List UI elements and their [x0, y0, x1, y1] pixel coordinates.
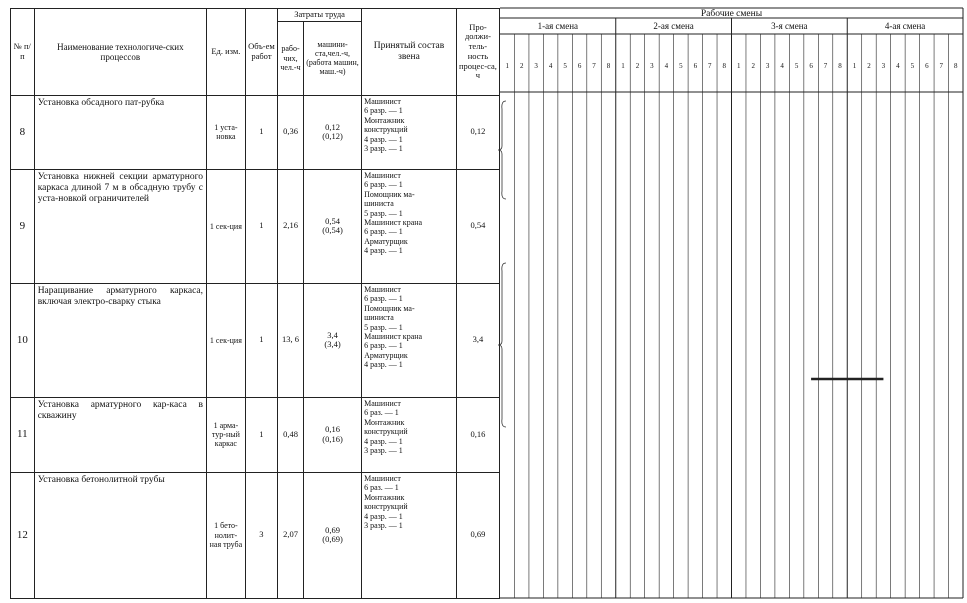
hour-label: 7: [592, 62, 596, 70]
unit: 1 бето-нолит-ная труба: [207, 472, 246, 598]
process-name: Установка арматурного кар-каса в скважину: [34, 397, 206, 472]
labor-machinists: 0,69: [325, 524, 340, 535]
crew-composition: Машинист 6 разр. — 1 Помощник ма- шиниста 5 разр. — 1 Машинист крана 6 разр. — 1 Арматурщик 4 разр. — 1: [362, 169, 457, 283]
header-crew: Принятый состав звена: [362, 9, 457, 96]
hour-label: 4: [548, 62, 553, 70]
unit: 1 арма-тур-ный каркас: [207, 397, 246, 472]
shifts-group-title: Рабочие смены: [700, 9, 763, 19]
hour-label: 1: [852, 62, 857, 70]
volume: 1: [245, 283, 277, 397]
hour-label: 6: [693, 62, 698, 70]
hour-label: 2: [635, 62, 640, 70]
row-number: 11: [11, 397, 35, 472]
hour-label: 7: [708, 62, 712, 70]
hour-label: 4: [780, 62, 784, 70]
labor-workers: 0,48: [278, 397, 304, 472]
hour-label: 3: [650, 62, 654, 70]
hour-label: 2: [519, 62, 524, 70]
hour-label: 1: [736, 62, 741, 70]
header-volume: Объ-ем работ: [245, 9, 277, 96]
labor-machines: (0,16): [322, 433, 343, 444]
process-name: Установка обсадного пат-рубка: [34, 95, 206, 169]
hour-label: 4: [896, 62, 900, 70]
hour-label: 2: [867, 62, 871, 70]
row-number: 10: [11, 283, 35, 397]
hour-label: 1: [621, 62, 625, 70]
volume: 3: [245, 472, 277, 598]
duration: 0,69: [456, 472, 499, 598]
brace-mark: [498, 263, 506, 427]
brace-mark: [498, 101, 506, 199]
hour-label: 8: [954, 62, 958, 70]
hour-label: 5: [910, 62, 915, 70]
row-number: 8: [11, 95, 35, 169]
hour-label: 7: [823, 62, 828, 70]
shift-label: 1-ая смена: [537, 21, 579, 31]
unit: 1 сек-ция: [207, 283, 246, 397]
crew-composition: Машинист 6 разр. — 1 Монтажник конструкций 4 разр. — 1 3 разр. — 1: [362, 95, 457, 169]
header-labor-workers: рабо-чих, чел.-ч: [278, 21, 304, 95]
unit: 1 уста-новка: [207, 95, 246, 169]
header-duration: Про-должи-тель-ность процес-са, ч: [456, 9, 499, 96]
labor-machines: (3,4): [324, 339, 341, 350]
unit: 1 сек-ция: [207, 169, 246, 283]
labor-workers: 0,36: [278, 95, 304, 169]
labor-workers: 2,07: [278, 472, 304, 598]
labor-machines: (0,69): [322, 534, 343, 545]
hour-label: 3: [534, 62, 538, 70]
hour-label: 4: [664, 62, 669, 70]
duration: 3,4: [456, 283, 499, 397]
hour-label: 8: [606, 62, 611, 70]
labor-machines: (0,54): [322, 225, 343, 236]
crew-composition: Машинист 6 разр. — 1 Помощник ма- шиниста 5 разр. — 1 Машинист крана 6 разр. — 1 Арматурщик 4 разр. — 1: [362, 283, 457, 397]
header-labor-machinists: машини-ста,чел.-ч, (работа машин, маш.-ч): [303, 21, 361, 95]
crew-composition: Машинист 6 раз. — 1 Монтажник конструкций 4 разр. — 1 3 разр. — 1: [362, 472, 457, 598]
process-name: Установка нижней секции арматурного каркаса длиной 7 м в обсадную трубу с уста-новкой ограничителей: [34, 169, 206, 283]
labor-machinists: 3,4: [327, 329, 338, 340]
header-process-name: Наименование технологиче-ских процессов: [34, 9, 206, 96]
labor-machines: (0,12): [322, 131, 343, 142]
hour-label: 1: [505, 62, 509, 70]
labor-machinists: 0,54: [325, 215, 340, 226]
header-number: № п/п: [11, 9, 35, 96]
crew-composition: Машинист 6 раз. — 1 Монтажник конструкций 4 разр. — 1 3 разр. — 1: [362, 397, 457, 472]
hour-label: 3: [765, 62, 770, 70]
shift-label: 3-я смена: [771, 21, 808, 31]
hour-label: 8: [838, 62, 842, 70]
shift-label: 4-ая смена: [884, 21, 926, 31]
hour-label: 2: [751, 62, 755, 70]
labor-workers: 13, 6: [278, 283, 304, 397]
volume: 1: [245, 397, 277, 472]
labor-workers: 2,16: [278, 169, 304, 283]
hour-label: 5: [563, 62, 567, 70]
hour-label: 5: [794, 62, 799, 70]
hour-label: 7: [939, 62, 944, 70]
row-number: 12: [11, 472, 35, 598]
hour-label: 5: [679, 62, 683, 70]
process-name: Установка бетонолитной трубы: [34, 472, 206, 598]
hour-label: 6: [809, 62, 813, 70]
shift-label: 2-ая смена: [653, 21, 694, 31]
process-name: Наращивание арматурного каркаса, включая электро-сварку стыка: [34, 283, 206, 397]
volume: 1: [245, 169, 277, 283]
header-labor-costs: Затраты труда: [278, 9, 362, 22]
hour-label: 3: [881, 62, 886, 70]
row-number: 9: [11, 169, 35, 283]
labor-machinists: 0,12: [325, 121, 340, 132]
duration: 0,54: [456, 169, 499, 283]
hour-label: 8: [722, 62, 727, 70]
hour-label: 6: [577, 62, 582, 70]
duration: 0,12: [456, 95, 499, 169]
labor-machinists: 0,16: [325, 424, 340, 434]
header-unit: Ед. изм.: [207, 9, 246, 96]
hour-label: 6: [925, 62, 929, 70]
duration: 0,16: [456, 397, 499, 472]
volume: 1: [245, 95, 277, 169]
